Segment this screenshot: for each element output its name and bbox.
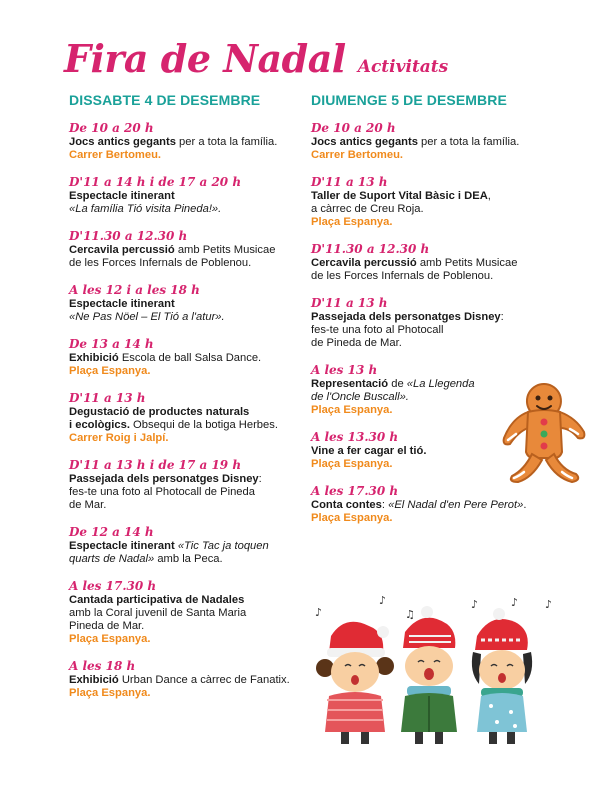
event-text: de l'Oncle Buscall». (311, 391, 409, 403)
event-item (69, 391, 319, 445)
event-text: de Mar. (69, 499, 107, 511)
event-item (311, 242, 551, 283)
saturday-column (69, 92, 319, 713)
event-location: Carrer Bertomeu. (311, 149, 404, 161)
event-text: fes-te una foto al Photocall de Pineda (69, 486, 255, 498)
event-text: «El Nadal d'en Pere Perot» (388, 499, 524, 511)
event-line (69, 311, 319, 324)
event-text: Pineda de Mar. (69, 620, 145, 632)
svg-text:♪: ♪ (545, 598, 553, 611)
saturday-events (69, 121, 319, 700)
event-line (311, 499, 551, 512)
event-item (311, 484, 551, 525)
event-time: A les 12 i a les 18 h (69, 283, 200, 297)
event-line (311, 203, 551, 216)
event-line (69, 257, 319, 270)
event-item (69, 337, 319, 378)
event-line (69, 365, 319, 378)
event-line (311, 149, 551, 162)
event-line (69, 406, 319, 419)
event-text: Taller de Suport Vital Bàsic i DEA (311, 190, 488, 202)
event-item (69, 283, 319, 324)
event-line (69, 473, 319, 486)
event-text: quarts de Nadal» (69, 553, 155, 565)
event-location: Plaça Espanya. (69, 633, 151, 645)
event-text: : (258, 473, 262, 485)
event-line (311, 324, 551, 337)
event-text: per a tota la família. (175, 136, 278, 148)
event-line (69, 149, 319, 162)
event-line (311, 337, 551, 350)
event-item (69, 579, 319, 646)
event-text: Degustació de productes naturals (69, 406, 250, 418)
event-time: A les 17.30 h (311, 484, 399, 498)
svg-text:♪: ♪ (511, 596, 519, 609)
event-time: De 12 a 14 h (69, 525, 154, 539)
event-location: Plaça Espanya. (311, 512, 393, 524)
event-text: de les Forces Infernals de Poblenou. (311, 270, 494, 282)
event-time: D'11 a 13 h (69, 391, 146, 405)
sunday-heading: DIUMENGE 5 DE DESEMBRE (311, 92, 507, 108)
event-text: Exhibició (69, 674, 119, 686)
event-text: de les Forces Infernals de Poblenou. (69, 257, 252, 269)
svg-text:♪: ♪ (379, 594, 387, 607)
event-line (311, 136, 551, 149)
event-line (69, 486, 319, 499)
event-time: A les 13.30 h (311, 430, 399, 444)
event-text: Espectacle itinerant (69, 298, 175, 310)
event-line (69, 136, 319, 149)
event-text: Espectacle itinerant (69, 190, 175, 202)
gingerbread-icon (498, 378, 590, 488)
event-text: amb la Peca. (154, 553, 223, 565)
event-time: D'11.30 a 12.30 h (311, 242, 430, 256)
event-location: Plaça Espanya. (311, 404, 393, 416)
event-text: Cantada participativa de Nadales (69, 594, 245, 606)
event-location: Plaça Espanya. (69, 365, 151, 377)
event-item (69, 175, 319, 216)
svg-text:♪: ♪ (315, 606, 323, 619)
event-text: «Tic Tac ja toquen (177, 540, 269, 552)
event-text: Conta contes (311, 499, 382, 511)
event-location: Plaça Espanya. (311, 458, 393, 470)
event-location: Plaça Espanya. (69, 687, 151, 699)
event-text: Espectacle itinerant (69, 540, 175, 552)
svg-text:♪: ♪ (471, 598, 479, 611)
event-text: Jocs antics gegants (69, 136, 176, 148)
event-text: per a tota la família. (417, 136, 520, 148)
event-time: De 10 a 20 h (69, 121, 154, 135)
event-line (311, 311, 551, 324)
event-item (69, 525, 319, 566)
event-line (69, 594, 319, 607)
event-location: Carrer Bertomeu. (69, 149, 162, 161)
event-text: amb Petits Musicae (174, 244, 276, 256)
event-text: Escola de ball Salsa Dance. (118, 352, 262, 364)
event-line (311, 257, 551, 270)
page-title: Fira de Nadal (64, 36, 346, 81)
event-text: Obsequi de la botiga Herbes. (129, 419, 278, 431)
event-text: Vine a fer cagar el tió. (311, 445, 427, 457)
event-line (69, 203, 319, 216)
event-location: Plaça Espanya. (311, 216, 393, 228)
page-subtitle: Activitats (357, 57, 449, 77)
event-line (69, 499, 319, 512)
event-time: D'11.30 a 12.30 h (69, 229, 188, 243)
event-time: D'11 a 13 h (311, 175, 388, 189)
event-line (69, 352, 319, 365)
singing-children-icon (305, 592, 555, 752)
event-item (69, 229, 319, 270)
event-text: Passejada dels personatges Disney (69, 473, 259, 485)
event-text: i ecològics. (69, 419, 130, 431)
svg-text:♫: ♫ (405, 608, 415, 621)
event-text: «La família Tió visita Pineda!». (69, 203, 222, 215)
event-line (69, 540, 319, 553)
event-time: A les 13 h (311, 363, 378, 377)
event-text: Cercavila percussió (311, 257, 417, 269)
event-text: fes-te una foto al Photocall (311, 324, 444, 336)
event-item (311, 121, 551, 162)
event-time: De 13 a 14 h (69, 337, 154, 351)
event-text: de (388, 378, 407, 390)
event-text: . (523, 499, 527, 511)
event-line (69, 298, 319, 311)
event-line (311, 190, 551, 203)
event-item (69, 121, 319, 162)
event-text: «La Llegenda (406, 378, 475, 390)
event-line (69, 633, 319, 646)
event-text: amb Petits Musicae (416, 257, 518, 269)
event-text: Cercavila percussió (69, 244, 175, 256)
event-item (311, 175, 551, 229)
event-text: a càrrec de Creu Roja. (311, 203, 424, 215)
event-time: D'11 a 13 h i de 17 a 19 h (69, 458, 242, 472)
event-time: A les 17.30 h (69, 579, 157, 593)
event-line (69, 190, 319, 203)
event-item (311, 296, 551, 350)
event-text: Exhibició (69, 352, 119, 364)
event-item (69, 458, 319, 512)
event-item (69, 659, 319, 700)
saturday-heading: DISSABTE 4 DE DESEMBRE (69, 92, 261, 108)
event-text: amb la Coral juvenil de Santa Maria (69, 607, 247, 619)
event-text: «Ne Pas Nöel – El Tió a l'atur». (69, 311, 225, 323)
event-line (69, 687, 319, 700)
event-time: De 10 a 20 h (311, 121, 396, 135)
event-text: Passejada dels personatges Disney (311, 311, 501, 323)
event-text: : (381, 499, 389, 511)
event-line (69, 244, 319, 257)
event-text: : (500, 311, 504, 323)
event-text: Representació (311, 378, 389, 390)
event-time: D'11 a 14 h i de 17 a 20 h (69, 175, 242, 189)
event-time: A les 18 h (69, 659, 136, 673)
event-text: , (487, 190, 491, 202)
event-line (69, 553, 319, 566)
event-line (311, 270, 551, 283)
event-line (69, 620, 319, 633)
event-line (311, 216, 551, 229)
event-location: Carrer Roig i Jalpí. (69, 432, 169, 444)
event-line (69, 674, 319, 687)
header (64, 36, 448, 81)
event-line (311, 512, 551, 525)
event-line (69, 432, 319, 445)
event-line (69, 607, 319, 620)
event-text: de Pineda de Mar. (311, 337, 402, 349)
event-line (69, 419, 319, 432)
event-time: D'11 a 13 h (311, 296, 388, 310)
event-text: Jocs antics gegants (311, 136, 418, 148)
event-text: Urban Dance a càrrec de Fanatix. (118, 674, 290, 686)
